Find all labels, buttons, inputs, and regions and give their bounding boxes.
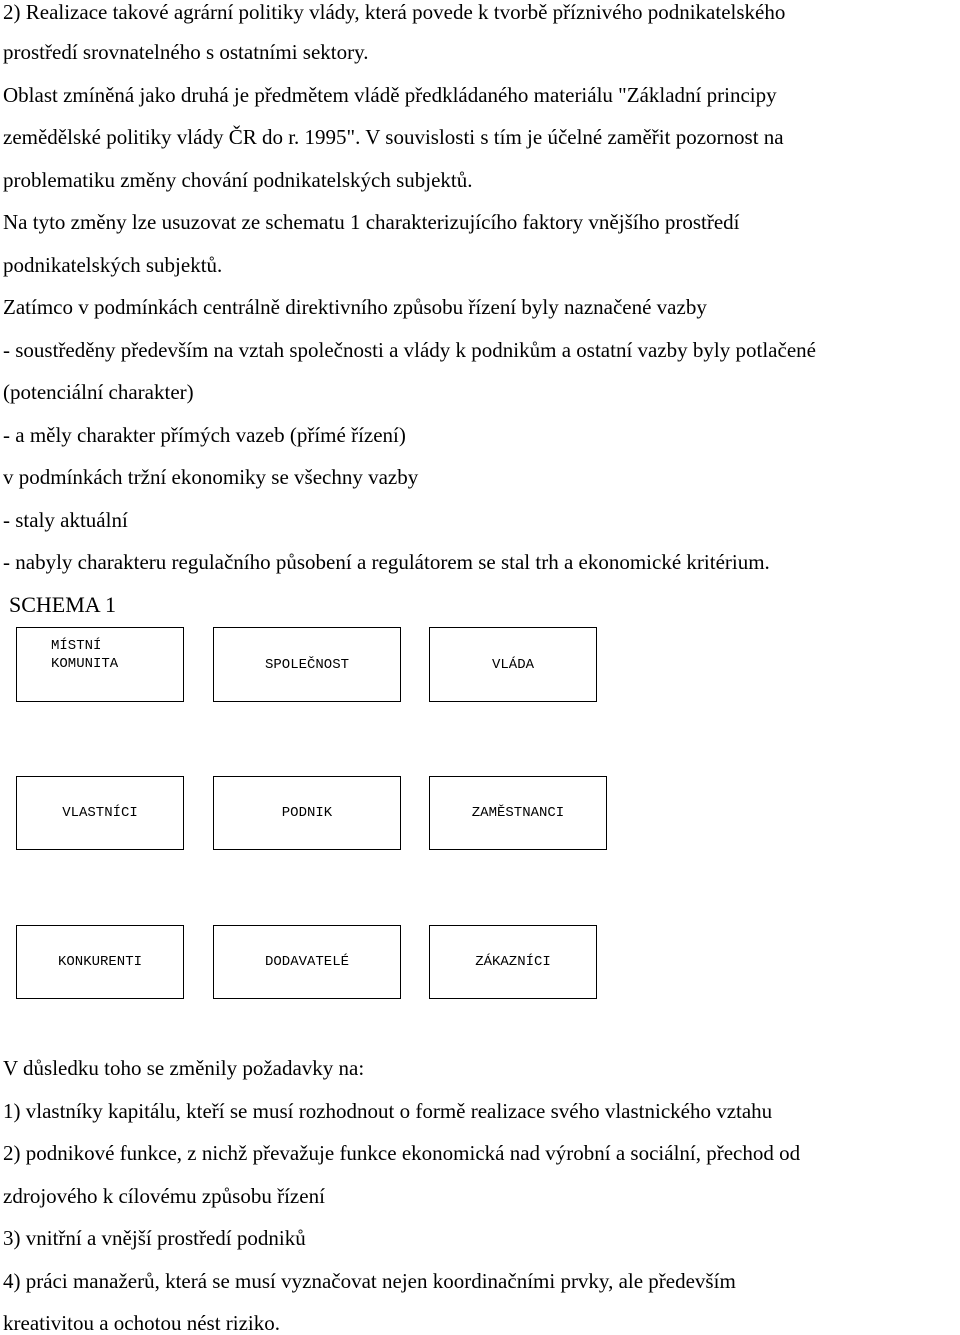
schema-box-label: DODAVATELÉ bbox=[264, 954, 349, 970]
schema-box-label: VLASTNÍCI bbox=[62, 805, 138, 821]
text-line: 4) práci manažerů, která se musí vyznačovat nejen koordinačními prvky, ale především bbox=[3, 1269, 736, 1293]
text-line: podnikatelských subjektů. bbox=[3, 253, 223, 277]
schema-title: SCHEMA 1 bbox=[9, 592, 116, 617]
text-line: v podmínkách tržní ekonomiky se všechny vazby bbox=[3, 465, 419, 489]
text-line: prostředí srovnatelného s ostatními sektory. bbox=[3, 40, 369, 64]
text-line: - nabyly charakteru regulačního působení a regulátorem se stal trh a ekonomické kritérium. bbox=[3, 550, 770, 574]
text-line: kreativitou a ochotou nést riziko. bbox=[3, 1311, 281, 1335]
schema-box-podnik bbox=[213, 776, 401, 850]
text-line: - staly aktuální bbox=[3, 508, 128, 532]
text-line: zemědělské politiky vlády ČR do r. 1995". V souvislosti s tím je účelné zaměřit pozornost na bbox=[3, 125, 784, 149]
schema-box-zamestnanci bbox=[429, 776, 607, 850]
text-line: Na tyto změny lze usuzovat ze schematu 1 charakterizujícího faktory vnějšího prostředí bbox=[3, 210, 740, 234]
text-line: (potenciální charakter) bbox=[3, 380, 194, 404]
schema-box-spolecnost bbox=[213, 627, 401, 702]
text-line: 3) vnitřní a vnější prostředí podniků bbox=[3, 1226, 306, 1250]
text-line: problematiku změny chování podnikatelských subjektů. bbox=[3, 168, 473, 192]
schema-box-label: SPOLEČNOST bbox=[264, 656, 349, 673]
text-line: 1) vlastníky kapitálu, kteří se musí rozhodnout o formě realizace svého vlastnického vztahu bbox=[3, 1099, 773, 1123]
schema-box-label: PODNIK bbox=[281, 805, 333, 821]
text-line: 2) podnikové funkce, z nichž převažuje funkce ekonomická nad výrobní a sociální, přechod od bbox=[3, 1141, 801, 1165]
text-line: 2) Realizace takové agrární politiky vlády, která povede k tvorbě příznivého podnikatelského bbox=[3, 0, 786, 24]
text-line: zdrojového k cílovému způsobu řízení bbox=[3, 1184, 325, 1208]
schema-box-dodavatele bbox=[213, 925, 401, 999]
schema-box-mistni-komunita bbox=[16, 627, 184, 702]
text-line: Zatímco v podmínkách centrálně direktivního způsobu řízení byly naznačené vazby bbox=[3, 295, 707, 319]
schema-box-vlastnici bbox=[16, 776, 184, 850]
schema-box-zakaznici bbox=[429, 925, 597, 999]
schema-box-vlada bbox=[429, 627, 597, 702]
schema-box-konkurenti bbox=[16, 925, 184, 999]
schema-box-label: ZAMĚSTNANCI bbox=[471, 805, 565, 821]
schema-box-label: VLÁDA bbox=[491, 656, 534, 673]
schema-box-label: MÍSTNÍ KOMUNITA bbox=[51, 638, 119, 672]
schema-box-label: ZÁKAZNÍCI bbox=[475, 954, 551, 970]
text-line: V důsledku toho se změnily požadavky na: bbox=[3, 1056, 365, 1080]
schema-box-label: KONKURENTI bbox=[57, 954, 142, 970]
text-line: - soustředěny především na vztah společnosti a vlády k podnikům a ostatní vazby byly potlačené bbox=[3, 338, 816, 362]
text-line: Oblast zmíněná jako druhá je předmětem vládě předkládaného materiálu "Základní principy bbox=[3, 83, 777, 107]
text-line: - a měly charakter přímých vazeb (přímé řízení) bbox=[3, 423, 406, 447]
